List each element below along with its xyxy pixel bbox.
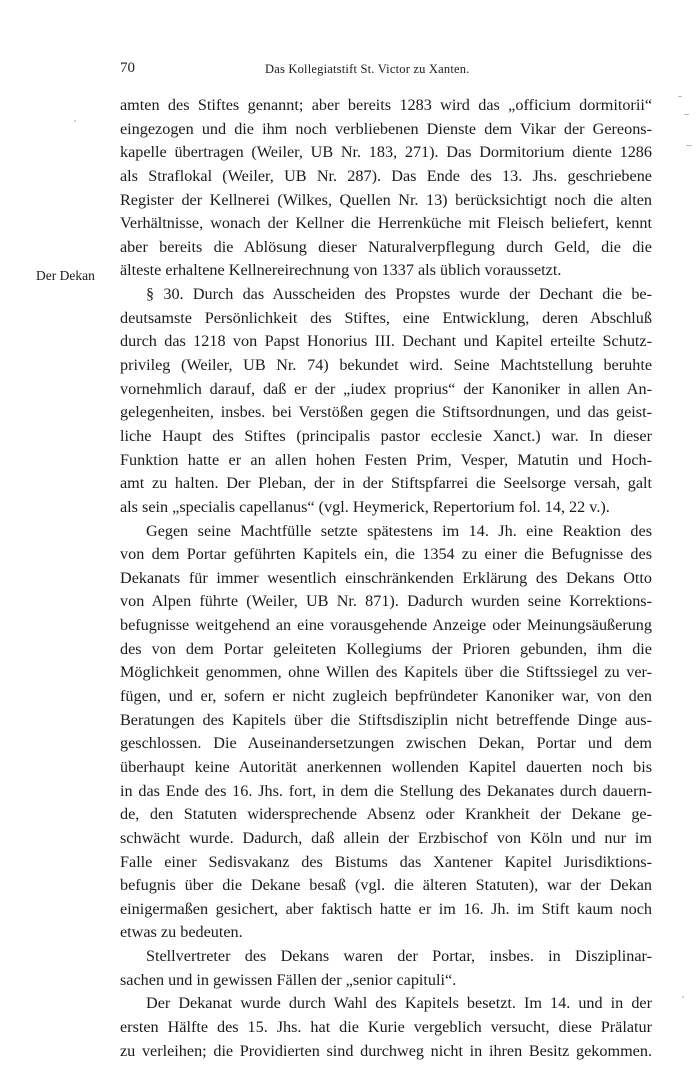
text-line: des von dem Portar geleiteten Kollegiums der Prioren gebunden, ihm die [120,639,652,658]
section-start-line: § 30. Durch das Ausscheiden des Propstes wurde der Dechant die be- [146,285,652,304]
page-number: 70 [120,60,135,76]
text-line: als sein „specialis capellanus“ (vgl. Heymerick, Repertorium fol. 14, 22 v.). [120,497,610,516]
text-line: Möglichkeit genommen, ohne Willen des Kapitels über die Stiftssiegel zu ver- [120,663,652,682]
paragraph-start-line: Gegen seine Machtfülle setzte spätestens im 14. Jh. eine Reaktion des [146,521,652,540]
text-line: zu verleihen; die Providierten sind durchweg nicht in ihren Besitz gekommen. [120,1041,652,1060]
paragraph-start-line: Stellvertreter des Dekans waren der Portar, insbes. in Disziplinar- [146,947,652,966]
text-line: überhaupt keine Autorität anerkennen wollenden Kapitel dauerten noch bis [120,757,652,776]
text-line: sachen und in gewissen Fällen der „senior capituli“. [120,970,457,989]
running-title: Das Kollegiatstift St. Victor zu Xanten. [265,62,470,76]
scan-speck [682,996,684,998]
text-line: gelegenheiten, insbes. bei Verstößen gegen die Stiftsordnungen, und das geist- [120,403,652,422]
text-line: älteste erhaltene Kellnereirechnung von 1337 als üblich voraussetzt. [120,261,562,280]
text-line: Verhältnisse, wonach der Kellner die Herrenküche mit Fleisch beliefert, kennt [120,214,652,233]
paragraph-start-line: Der Dekanat wurde durch Wahl des Kapitels besetzt. Im 14. und in der [146,994,652,1013]
margin-note: Der Dekan [36,268,95,283]
text-line: vornehmlich darauf, daß er der „iudex proprius“ der Kanoniker in allen An- [120,379,652,398]
text-line: befugnis über die Dekane besaß (vgl. die älteren Statuten), war der Dekan [120,876,652,895]
page-header [120,60,652,80]
body-text [120,94,652,1063]
text-line: in das Ende des 16. Jhs. fort, in dem die Stellung des Dekanates durch dauern- [120,781,652,800]
text-line: von Alpen führte (Weiler, UB Nr. 871). Dadurch wurden seine Korrektions- [120,592,652,611]
text-line: Funktion hatte er an allen hohen Festen Prim, Vesper, Matutin und Hoch- [120,450,652,469]
text-line: schwächt wurde. Dadurch, daß allein der Erzbischof von Köln und nur im [120,828,652,847]
text-line: eingezogen und die ihm noch verbliebenen Dienste dem Vikar der Gereons- [120,119,652,138]
scan-speck [74,120,76,122]
scan-speck [686,145,692,146]
text-line: einigermaßen gesichert, aber faktisch hatte er im 16. Jh. im Stift kaum noch [120,899,652,918]
text-line: kapelle übertragen (Weiler, UB Nr. 183, 271). Das Dormitorium diente 1286 [120,143,652,162]
text-line: privileg (Weiler, UB Nr. 74) bekundet wird. Seine Machtstellung beruhte [120,356,652,375]
text-line: ersten Hälfte des 15. Jhs. hat die Kurie vergeblich versucht, diese Prälatur [120,1017,652,1036]
text-line: aber bereits die Ablösung dieser Naturalverpflegung durch Geld, die die [120,237,652,256]
text-line: amten des Stiftes genannt; aber bereits 1283 wird das „officium dormitorii“ [120,96,652,114]
text-line: de, den Statuten widersprechende Absenz oder Krankheit der Dekane ge- [120,805,652,824]
text-line: durch das 1218 von Papst Honorius III. Dechant und Kapitel erteilte Schutz- [120,332,652,351]
text-line: Dekanats für immer wesentlich einschränkenden Erklärung des Dekans Otto [120,568,652,587]
scan-speck [678,96,682,97]
text-line: liche Haupt des Stiftes (principalis pastor ecclesie Xanct.) war. In dieser [120,426,652,445]
text-line: fügen, und er, sofern er nicht zugleich bepfründeter Kanoniker war, von den [120,687,652,706]
text-line: von dem Portar geführten Kapitels ein, die 1354 zu einer die Befugnisse des [120,545,652,564]
text-line: Beratungen des Kapitels über die Stiftsdisziplin nicht betreffende Dinge aus- [120,710,652,729]
text-line: als Straflokal (Weiler, UB Nr. 287). Das Ende des 13. Jhs. geschriebene [120,166,652,185]
scan-speck [684,114,689,115]
text-line: etwas zu bedeuten. [120,923,243,942]
text-line: amt zu halten. Der Pleban, der in der Stiftspfarrei die Seelsorge versah, galt [120,474,652,493]
text-line: befugnisse weitgehend an eine vorausgehende Anzeige oder Meinungsäußerung [120,616,652,635]
text-line: Falle einer Sedisvakanz des Bistums das Xantener Kapitel Jurisdiktions- [120,852,652,871]
text-line: Register der Kellnerei (Wilkes, Quellen Nr. 13) berücksichtigt noch die alten [120,190,652,209]
text-line: deutsamste Persönlichkeit des Stiftes, eine Entwicklung, deren Abschluß [120,308,652,327]
text-line: geschlossen. Die Auseinandersetzungen zwischen Dekan, Portar und dem [120,734,652,753]
